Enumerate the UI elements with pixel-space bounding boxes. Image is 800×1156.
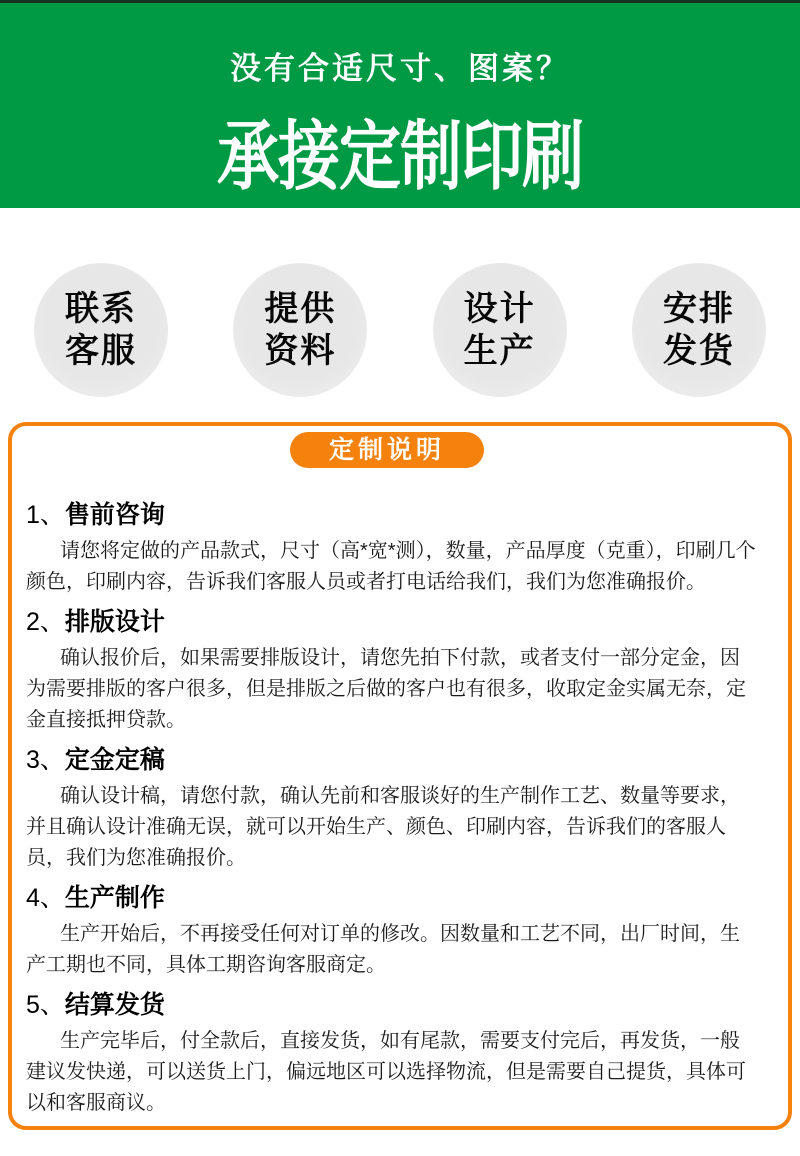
- section-heading: [26, 500, 758, 531]
- section-body: 确认设计稿，请您付款，确认先前和客服谈好的生产制作工艺、数量等要求，并且确认设计准确无误，就可以开始生产、颜色、印刷内容，告诉我们的客服人员，我们为您准确报价。: [26, 785, 740, 869]
- step-circle-shipping: [632, 263, 766, 397]
- step-label-line: 客服: [65, 332, 137, 370]
- section-production: [26, 883, 758, 981]
- section-title: 定金定稿: [64, 747, 165, 774]
- section-title: 结算发货: [64, 992, 165, 1019]
- section-heading: [26, 990, 758, 1021]
- section-title: 排版设计: [64, 609, 165, 636]
- step-circle-materials: [233, 263, 367, 397]
- custom-instructions-tab: 定制说明: [290, 432, 484, 468]
- section-number: 2、: [26, 608, 65, 636]
- custom-instructions-box: [8, 422, 792, 1130]
- banner-title: 承接定制印刷: [216, 115, 583, 200]
- banner: [0, 0, 800, 208]
- step-label-line: 设计: [463, 290, 536, 328]
- custom-instructions-content: [12, 426, 788, 1119]
- section-settlement: [26, 990, 758, 1119]
- section-presale: [26, 500, 758, 598]
- section-number: 1、: [26, 501, 65, 529]
- banner-subtitle: 没有合适尺寸、图案？: [230, 51, 570, 86]
- section-body: 请您将定做的产品款式，尺寸（高*宽*测），数量，产品厚度（克重），印刷几个颜色，印刷内容，告诉我们客服人员或者打电话给我们，我们为您准确报价。: [26, 540, 756, 593]
- step-circle-design: [433, 263, 567, 397]
- step-label-line: 生产: [463, 332, 536, 370]
- step-label-line: 安排: [662, 290, 735, 328]
- section-number: 3、: [26, 746, 65, 774]
- section-heading: [26, 883, 758, 914]
- section-number: 4、: [26, 884, 65, 912]
- section-body: 确认报价后，如果需要排版设计，请您先拍下付款，或者支付一部分定金，因为需要排版的客户很多，但是排版之后做的客户也有很多，收取定金实属无奈，定金直接抵押贷款。: [26, 647, 746, 731]
- step-label-line: 提供: [264, 290, 337, 328]
- section-title: 售前咨询: [64, 502, 165, 529]
- section-title: 生产制作: [64, 885, 165, 912]
- section-number: 5、: [26, 991, 65, 1019]
- section-body: 生产开始后，不再接受任何对订单的修改。因数量和工艺不同，出厂时间，生产工期也不同，具体工期咨询客服商定。: [26, 923, 740, 976]
- steps-row: [0, 263, 800, 397]
- section-deposit: [26, 745, 758, 874]
- step-label-line: 联系: [65, 290, 137, 328]
- step-label-line: 资料: [264, 332, 337, 370]
- section-heading: [26, 607, 758, 638]
- section-layout-design: [26, 607, 758, 736]
- section-heading: [26, 745, 758, 776]
- section-body: 生产完毕后，付全款后，直接发货，如有尾款，需要支付完后，再发货，一般建议发快递，可以送货上门，偏远地区可以选择物流，但是需要自己提货，具体可以和客服商议。: [26, 1030, 746, 1114]
- step-label-line: 发货: [662, 332, 735, 370]
- step-circle-contact: [34, 263, 168, 397]
